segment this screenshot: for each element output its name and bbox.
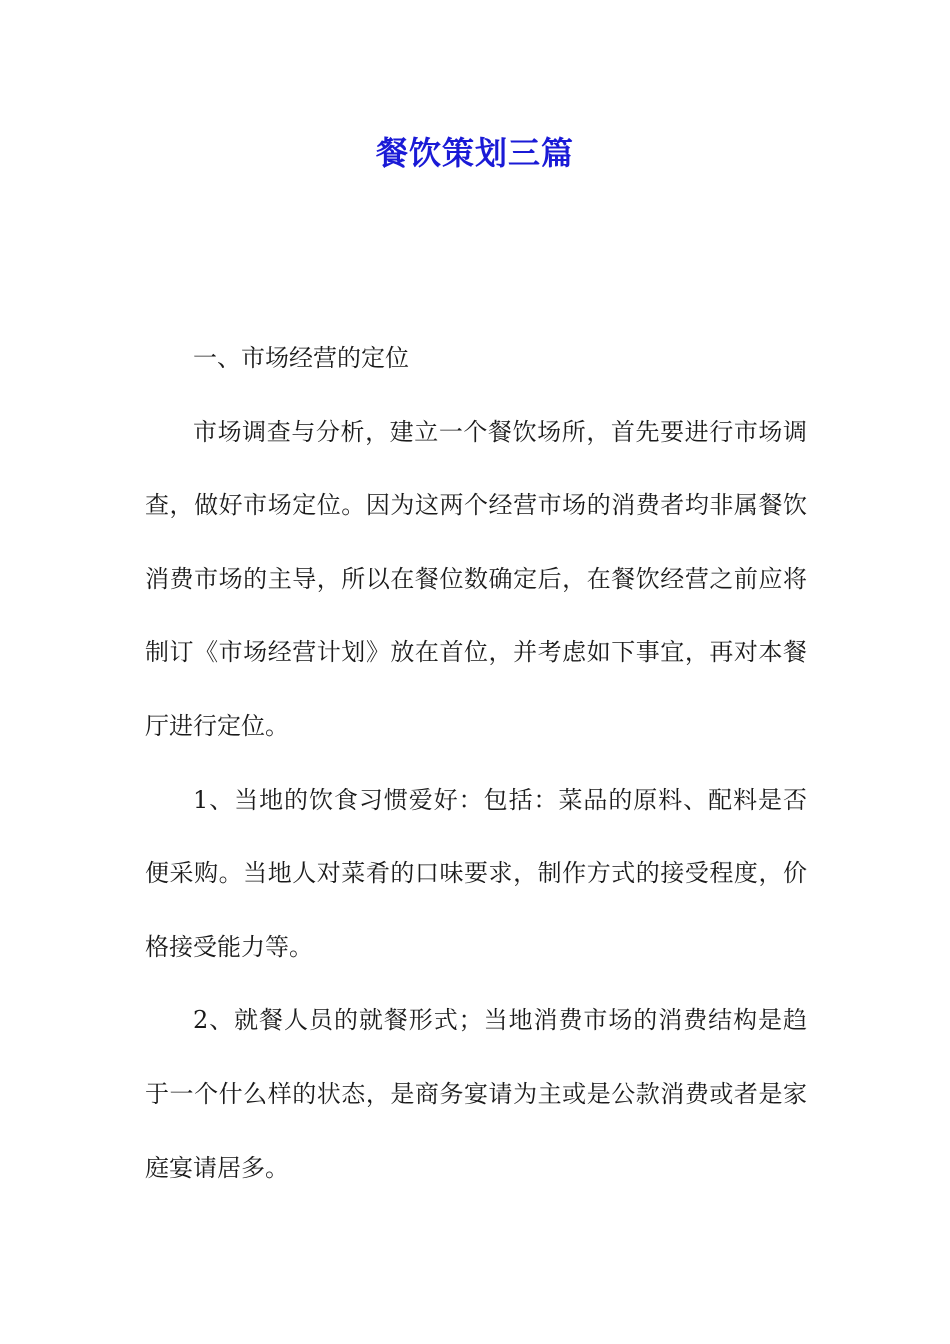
section-heading: 一、市场经营的定位: [193, 344, 409, 372]
paragraph: 1、当地的饮食习惯爱好：包括：菜品的原料、配料是否便采购。当地人对菜肴的口味要求，制作方式的接受程度，价格接受能力等。: [145, 785, 807, 961]
document-body: [145, 322, 807, 1205]
paragraph: 市场调查与分析，建立一个餐饮场所，首先要进行市场调查，做好市场定位。因为这两个经营市场的消费者均非属餐饮消费市场的主导，所以在餐位数确定后，在餐饮经营之前应将制订《市场经营计划》放在首位，并考虑如下事宜，再对本餐厅进行定位。: [145, 417, 807, 740]
paragraph: 2、就餐人员的就餐形式；当地消费市场的消费结构是趋于一个什么样的状态，是商务宴请为主或是公款消费或者是家庭宴请居多。: [145, 1006, 807, 1182]
document-title: 餐饮策划三篇: [375, 134, 574, 172]
